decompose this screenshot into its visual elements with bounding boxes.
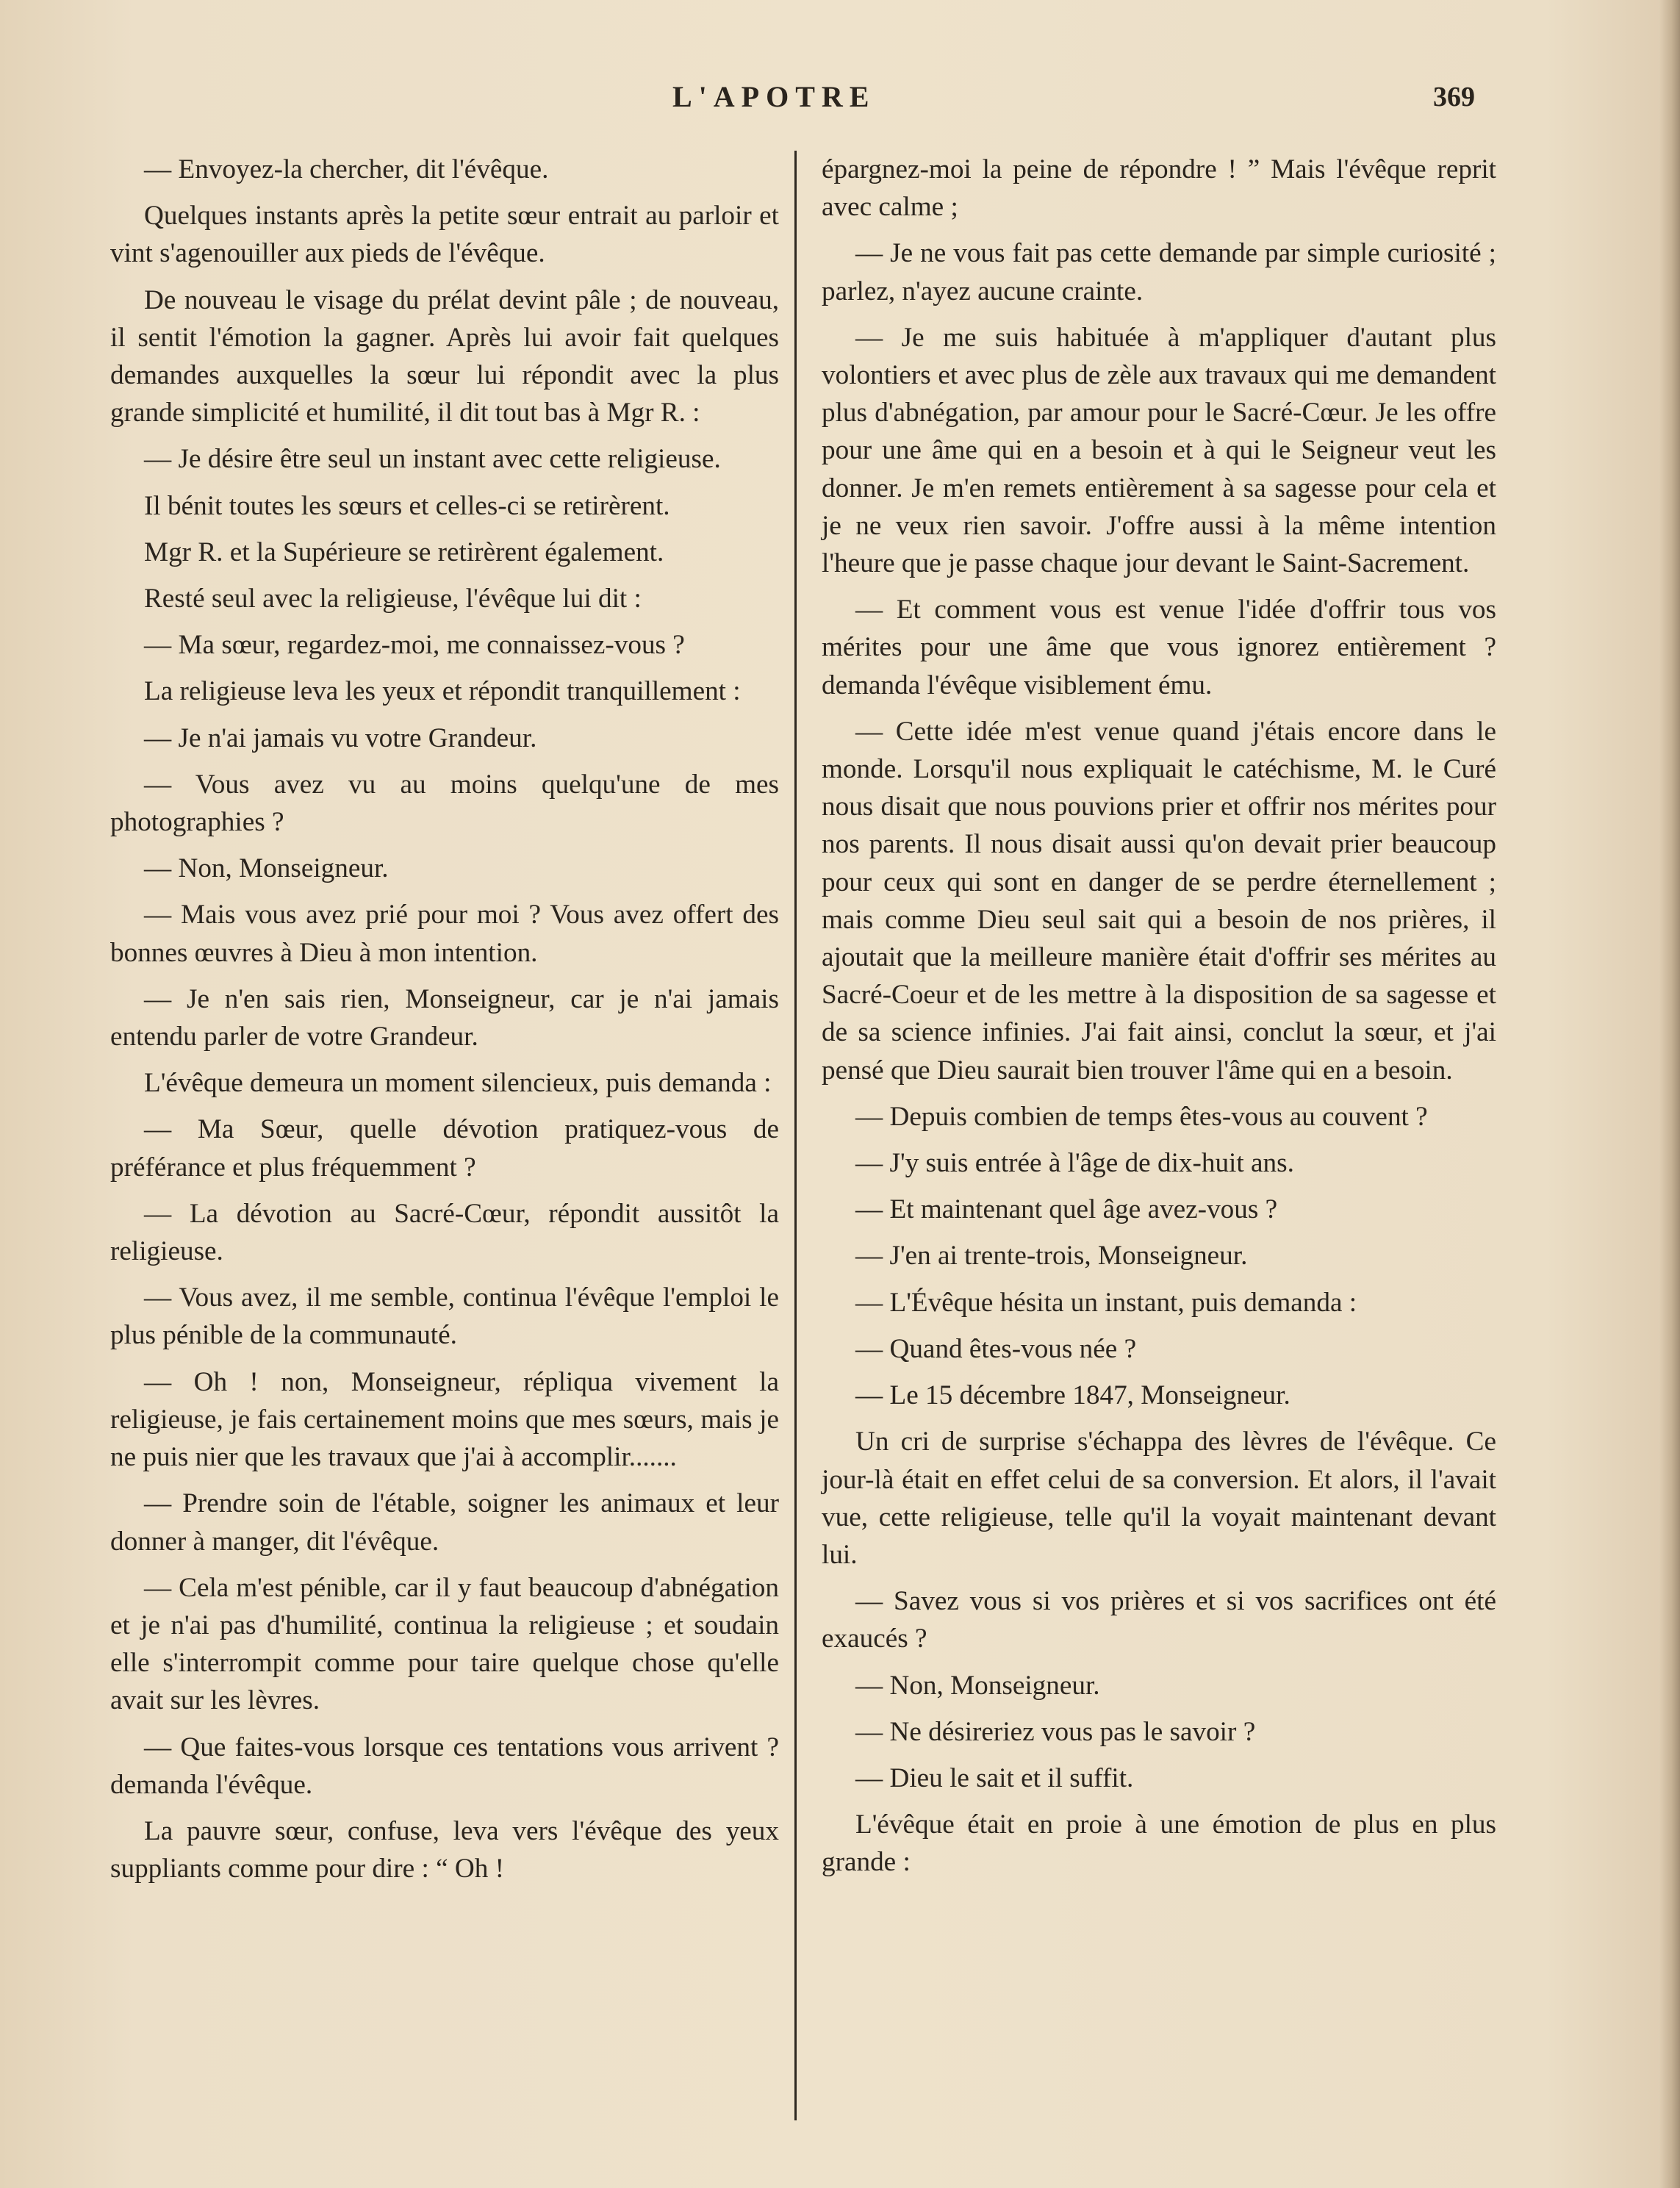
page-number: 369 [1433,82,1475,112]
paragraph: — Depuis combien de temps êtes-vous au couvent ? [855,1101,1428,1132]
paragraph: — Dieu le sait et il suffit. [855,1762,1134,1793]
paragraph: L'évêque demeura un moment silencieux, puis demanda : [144,1068,772,1099]
paragraph: Il bénit toutes les sœurs et celles-ci se retirèrent. [144,490,670,521]
paragraph: — Oh ! non, Monseigneur, répliqua vivement la religieuse, je fais certainement moins que mes sœurs, mais je ne puis nier que les travaux que j'ai à accomplir....... [110,1366,779,1473]
left-column [110,151,779,1887]
paragraph: — Et comment vous est venue l'idée d'offrir tous vos mérites pour une âme que vous ignorez entièrement ? demanda l'évêque visiblement ému. [822,595,1496,700]
column-divider [794,151,797,2120]
paragraph: — Savez vous si vos prières et si vos sacrifices ont été exaucés ? [822,1586,1496,1654]
paragraph: — Mais vous avez prié pour moi ? Vous avez offert des bonnes œuvres à Dieu à mon intention. [110,900,779,968]
paragraph: — Envoyez-la chercher, dit l'évêque. [144,154,549,184]
paragraph: — J'en ai trente-trois, Monseigneur. [855,1241,1248,1271]
paragraph: — Non, Monseigneur. [144,853,389,884]
paragraph: épargnez-moi la peine de répondre ! ” Mais l'évêque reprit avec calme ; [822,154,1496,223]
paragraph: Quelques instants après la petite sœur entrait au parloir et vint s'agenouiller aux pieds de l'évêque. [110,201,779,269]
paragraph: — Je ne vous fait pas cette demande par simple curiosité ; parlez, n'ayez aucune crainte. [822,238,1496,306]
right-column [822,151,1496,1882]
paragraph: — Vous avez vu au moins quelqu'une de mes photographies ? [110,769,779,838]
paragraph: — Je n'ai jamais vu votre Grandeur. [144,722,537,753]
paragraph: — Je désire être seul un instant avec cette religieuse. [144,444,721,475]
paragraph: — L'Évêque hésita un instant, puis demanda : [855,1287,1357,1318]
page-header [0,79,1680,123]
paragraph: — Ne désireriez vous pas le savoir ? [855,1716,1256,1747]
paragraph: Resté seul avec la religieuse, l'évêque lui dit : [144,584,642,614]
paragraph: — Que faites-vous lorsque ces tentations vous arrivent ? demanda l'évêque. [110,1732,779,1800]
paragraph: Un cri de surprise s'échappa des lèvres de l'évêque. Ce jour-là était en effet celui de sa conversion. Et alors, il l'avait vue, cette religieuse, telle qu'il la voyait maintenant devant lui. [822,1427,1496,1570]
paragraph: — Ma sœur, regardez-moi, me connaissez-vous ? [144,630,685,661]
paragraph: — Et maintenant quel âge avez-vous ? [855,1194,1278,1225]
paragraph: — Vous avez, il me semble, continua l'évêque l'emploi le plus pénible de la communauté. [110,1283,779,1351]
paragraph: — Je me suis habituée à m'appliquer d'autant plus volontiers et avec plus de zèle aux travaux qui me demandent plus d'abnégation, par amour pour le Sacré-Cœur. Je les offre pour une âme qui en a besoin et à qui le Seigneur veut les donner. Je m'en remets entièrement à sa sagesse pour cela et je ne veux rien savoir. J'offre aussi à la même intention l'heure que je passe chaque jour devant le Saint-Sacrement. [822,322,1496,579]
paragraph: — La dévotion au Sacré-Cœur, répondit aussitôt la religieuse. [110,1198,779,1267]
paragraph: — J'y suis entrée à l'âge de dix-huit ans. [855,1148,1294,1179]
paragraph: L'évêque était en proie à une émotion de plus en plus grande : [822,1809,1496,1878]
paragraph: — Non, Monseigneur. [855,1670,1100,1701]
paragraph: De nouveau le visage du prélat devint pâle ; de nouveau, il sentit l'émotion la gagner. Après lui avoir fait quelques demandes auxquelles la sœur lui répondit avec la plus grande simplicité et humilité, il dit tout bas à Mgr R. : [110,284,779,428]
paragraph: Mgr R. et la Supérieure se retirèrent également. [144,537,664,567]
paragraph: — Cela m'est pénible, car il y faut beaucoup d'abnégation et je n'ai pas d'humilité, continua la religieuse ; et soudain elle s'interrompit comme pour taire quelque chose qu'elle avait sur les lèvres. [110,1572,779,1716]
paragraph: La pauvre sœur, confuse, leva vers l'évêque des yeux suppliants comme pour dire : “ Oh ! [110,1815,779,1884]
paragraph: La religieuse leva les yeux et répondit tranquillement : [144,676,741,707]
paragraph: — Cette idée m'est venue quand j'étais encore dans le monde. Lorsqu'il nous expliquait le catéchisme, M. le Curé nous disait que nous pouvions prier et offrir nos mérites pour nos parents. Il nous disait aussi qu'on devait prier beaucoup pour ceux qui sont en danger de se perdre éternellement ; mais comme Dieu seul sait qui a besoin de nos prières, il ajoutait que la meilleure manière était d'offrir ses mérites au Sacré-Coeur et de les mettre à la disposition de sa sagesse et de sa science infinies. J'ai fait ainsi, conclut la sœur, et j'ai pensé que Dieu saurait bien trouver l'âme qui en a besoin. [822,716,1496,1086]
paragraph: — Prendre soin de l'étable, soigner les animaux et leur donner à manger, dit l'évêque. [110,1488,779,1557]
paragraph: — Le 15 décembre 1847, Monseigneur. [855,1380,1290,1411]
paragraph: — Je n'en sais rien, Monseigneur, car je n'ai jamais entendu parler de votre Grandeur. [110,983,779,1052]
paragraph: — Ma Sœur, quelle dévotion pratiquez-vous de préférance et plus fréquemment ? [110,1114,779,1183]
page-edge-shadow [1659,0,1680,2188]
running-title: L'APOTRE [672,80,876,113]
paragraph: — Quand êtes-vous née ? [855,1333,1137,1364]
